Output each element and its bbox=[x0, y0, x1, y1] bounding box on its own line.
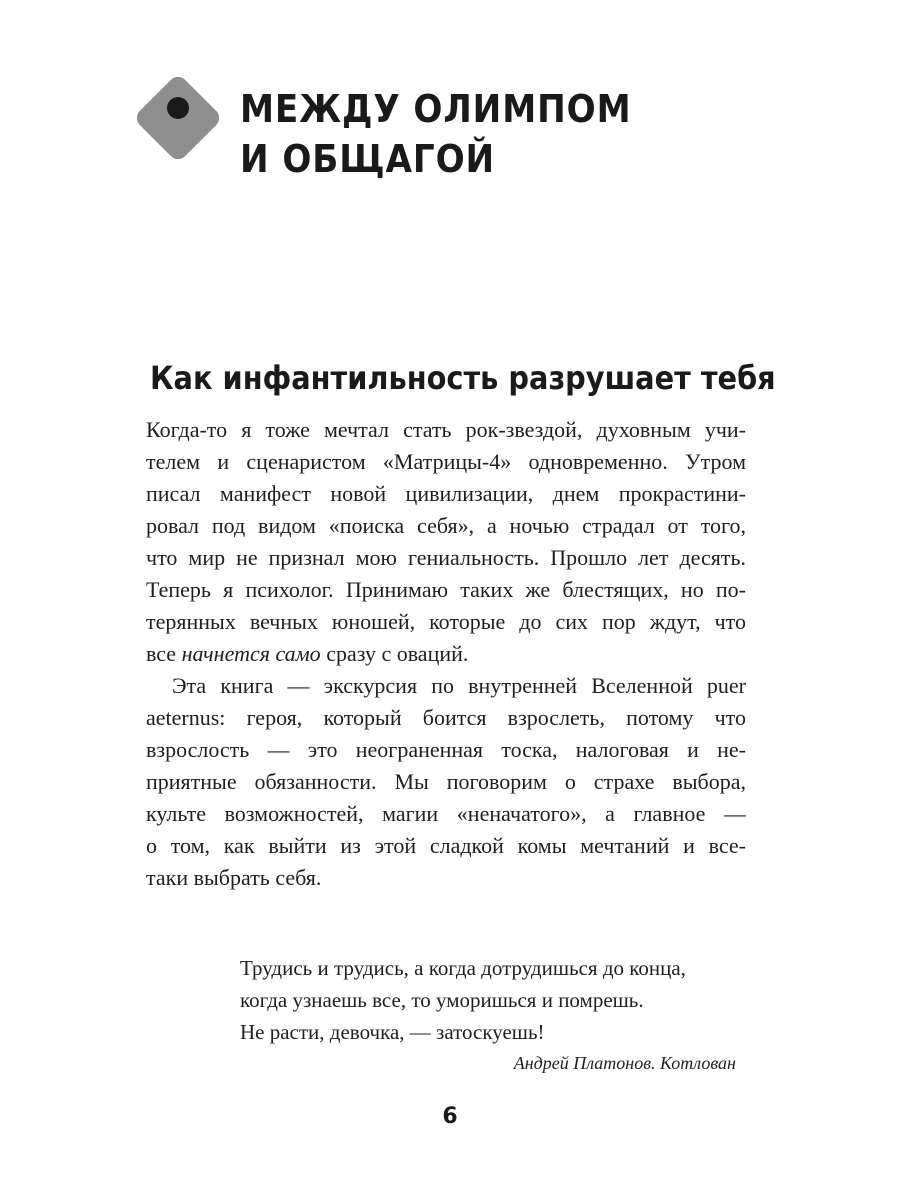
paragraph-1 bbox=[146, 414, 746, 670]
paragraph-1-line: телем и сценаристом «Матрицы-4» одновременно. Утром bbox=[146, 449, 746, 474]
paragraph-2-line: приятные обязанности. Мы поговорим о страхе выбора, bbox=[146, 769, 746, 794]
last-line-end: сразу с оваций. bbox=[320, 641, 469, 666]
epigraph-line-3: Не расти, девочка, — затоскуешь! bbox=[240, 1020, 545, 1044]
body-text bbox=[146, 414, 746, 894]
paragraph-1-line: что мир не признал мою гениальность. Прошло лет десять. bbox=[146, 545, 746, 570]
page-number: 6 bbox=[442, 1104, 458, 1129]
paragraph-2 bbox=[146, 670, 746, 894]
dot-icon bbox=[167, 97, 189, 119]
paragraph-2-line: о том, как выйти из этой сладкой комы мечтаний и все- bbox=[146, 833, 746, 858]
paragraph-2-line: взрослость — это неограненная тоска, налоговая и не- bbox=[146, 737, 746, 762]
epigraph bbox=[240, 952, 740, 1076]
chapter-title-line-2: И ОБЩАГОЙ bbox=[240, 137, 496, 181]
last-line-start: все bbox=[146, 641, 182, 666]
paragraph-2-line: культе возможностей, магии «неначатого», а главное — bbox=[146, 801, 746, 826]
epigraph-line-2: когда узнаешь все, то уморишься и помрешь. bbox=[240, 988, 644, 1012]
paragraph-1-line: терянных вечных юношей, которые до сих пор ждут, что bbox=[146, 609, 746, 634]
paragraph-1-line: Когда-то я тоже мечтал стать рок-звездой, духовным учи- bbox=[146, 417, 746, 442]
epigraph-source: Андрей Платонов. Котлован bbox=[513, 1053, 736, 1073]
paragraph-1-line: ровал под видом «поиска себя», а ночью страдал от того, bbox=[146, 513, 746, 538]
paragraph-2-line: таки выбрать себя. bbox=[146, 865, 322, 890]
paragraph-2-line: Эта книга — экскурсия по внутренней Вселенной puer bbox=[172, 673, 746, 698]
paragraph-1-line: Теперь я психолог. Принимаю таких же блестящих, но по- bbox=[146, 577, 746, 602]
italic-phrase: начнется само bbox=[181, 641, 321, 666]
chapter-title bbox=[240, 84, 632, 184]
epigraph-line-1: Трудись и трудись, а когда дотрудишься до конца, bbox=[240, 956, 686, 980]
paragraph-1-line: писал манифест новой цивилизации, днем прокрастини- bbox=[146, 481, 746, 506]
paragraph-1-last-line bbox=[146, 638, 746, 670]
paragraph-2-line: aeternus: героя, который боится взрослеть, потому что bbox=[146, 705, 746, 730]
chapter-title-line-1: МЕЖДУ ОЛИМПОМ bbox=[240, 87, 632, 131]
section-title: Как инфантильность разрушает тебя bbox=[150, 359, 776, 397]
